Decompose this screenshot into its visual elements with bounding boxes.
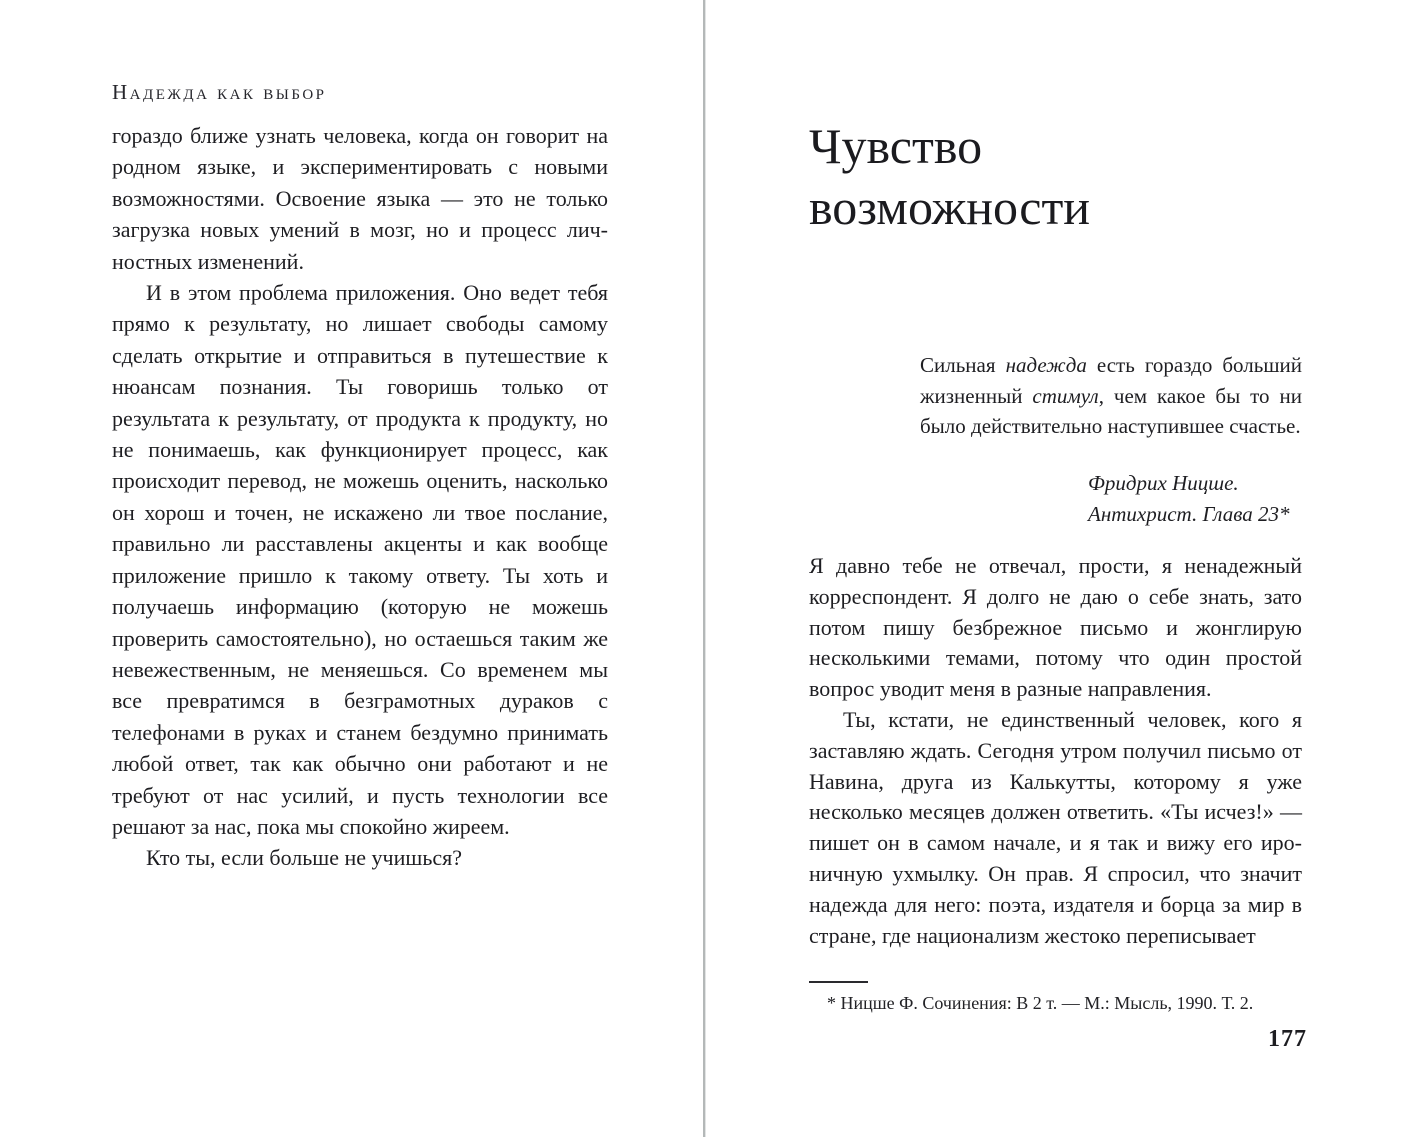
right-page-body	[809, 551, 1302, 951]
epigraph-part-italic: стимул	[1032, 383, 1099, 408]
page-number: 177	[1268, 1026, 1307, 1052]
attribution-author: Фридрих Ницше.	[1088, 471, 1239, 495]
running-head: Надежда как выбор	[112, 80, 327, 104]
paragraph: И в этом проблема приложения. Оно ведет тебя прямо к результату, но лишает свободы самому сделать открытие и отправиться в путешествие к нюансам познания. Ты говоришь только от результата к результату, от продукта к продукту, но не понимаешь, как функционирует процесс, как происходит перевод, не можешь оценить, насколько он хорош и точен, не искажено ли твое послание, правильно ли расставлены акценты и как вообще приложение пришло к такому ответу. Ты хоть и получаешь информацию (которую не можешь проверить самостоятельно), но остаешься таким же невежественным, не меняешься. Со временем мы все превратимся в безграмотных дураков с телефонами в руках и станем бездумно принимать любой ответ, так как обычно они работают и не требуют от нас усилий, и пусть технологии все решают за нас, пока мы спокойно жиреем.	[112, 280, 608, 839]
paragraph: Ты, кстати, не единственный человек, кого я заставляю ждать. Сегодня утром получил письмо от Навина, друга из Калькутты, которому я уже несколько месяцев должен ответить. «Ты исчез!» — пишет он в самом начале, и я так и вижу его ироничную ухмылку. Он прав. Я спросил, что значит надежда для него: поэта, издателя и борца за мир в стране, где национализм жестоко переписывает	[809, 706, 1302, 948]
chapter-title: Чувство возможности	[809, 118, 1091, 235]
epigraph-attribution	[1088, 468, 1289, 530]
footnote-text: * Ницше Ф. Сочинения: В 2 т. — М.: Мысль, 1990. Т. 2.	[827, 993, 1254, 1013]
paragraph: Кто ты, если больше не учишься?	[146, 845, 463, 871]
epigraph-part-italic: надежда	[1005, 353, 1087, 377]
epigraph-part: Сильная	[920, 353, 1006, 377]
page-gutter-divider	[703, 0, 705, 1137]
epigraph-text	[920, 350, 1302, 442]
left-page-body	[112, 120, 608, 874]
epigraph-part: есть гораздо больший жизненный	[920, 353, 1302, 408]
paragraph: Я давно тебе не отвечал, прости, я ненадежный корреспондент. Я долго не даю о себе знать, зато потом пишу безбрежное письмо и жонглирую несколькими темами, потому что один простой вопрос уводит меня в разные направления.	[809, 553, 1302, 702]
footnote-rule	[809, 981, 868, 983]
paragraph: гораздо ближе узнать человека, когда он говорит на родном языке, и экспериментировать с новыми возможностями. Освоение языка — это не только загрузка новых умений в мозг, но и процесс личностных изменений.	[112, 123, 608, 274]
attribution-source: Антихрист. Глава 23*	[1088, 502, 1290, 526]
epigraph-part: , чем какое бы то ни было действительно наступившее счастье.	[920, 383, 1302, 439]
